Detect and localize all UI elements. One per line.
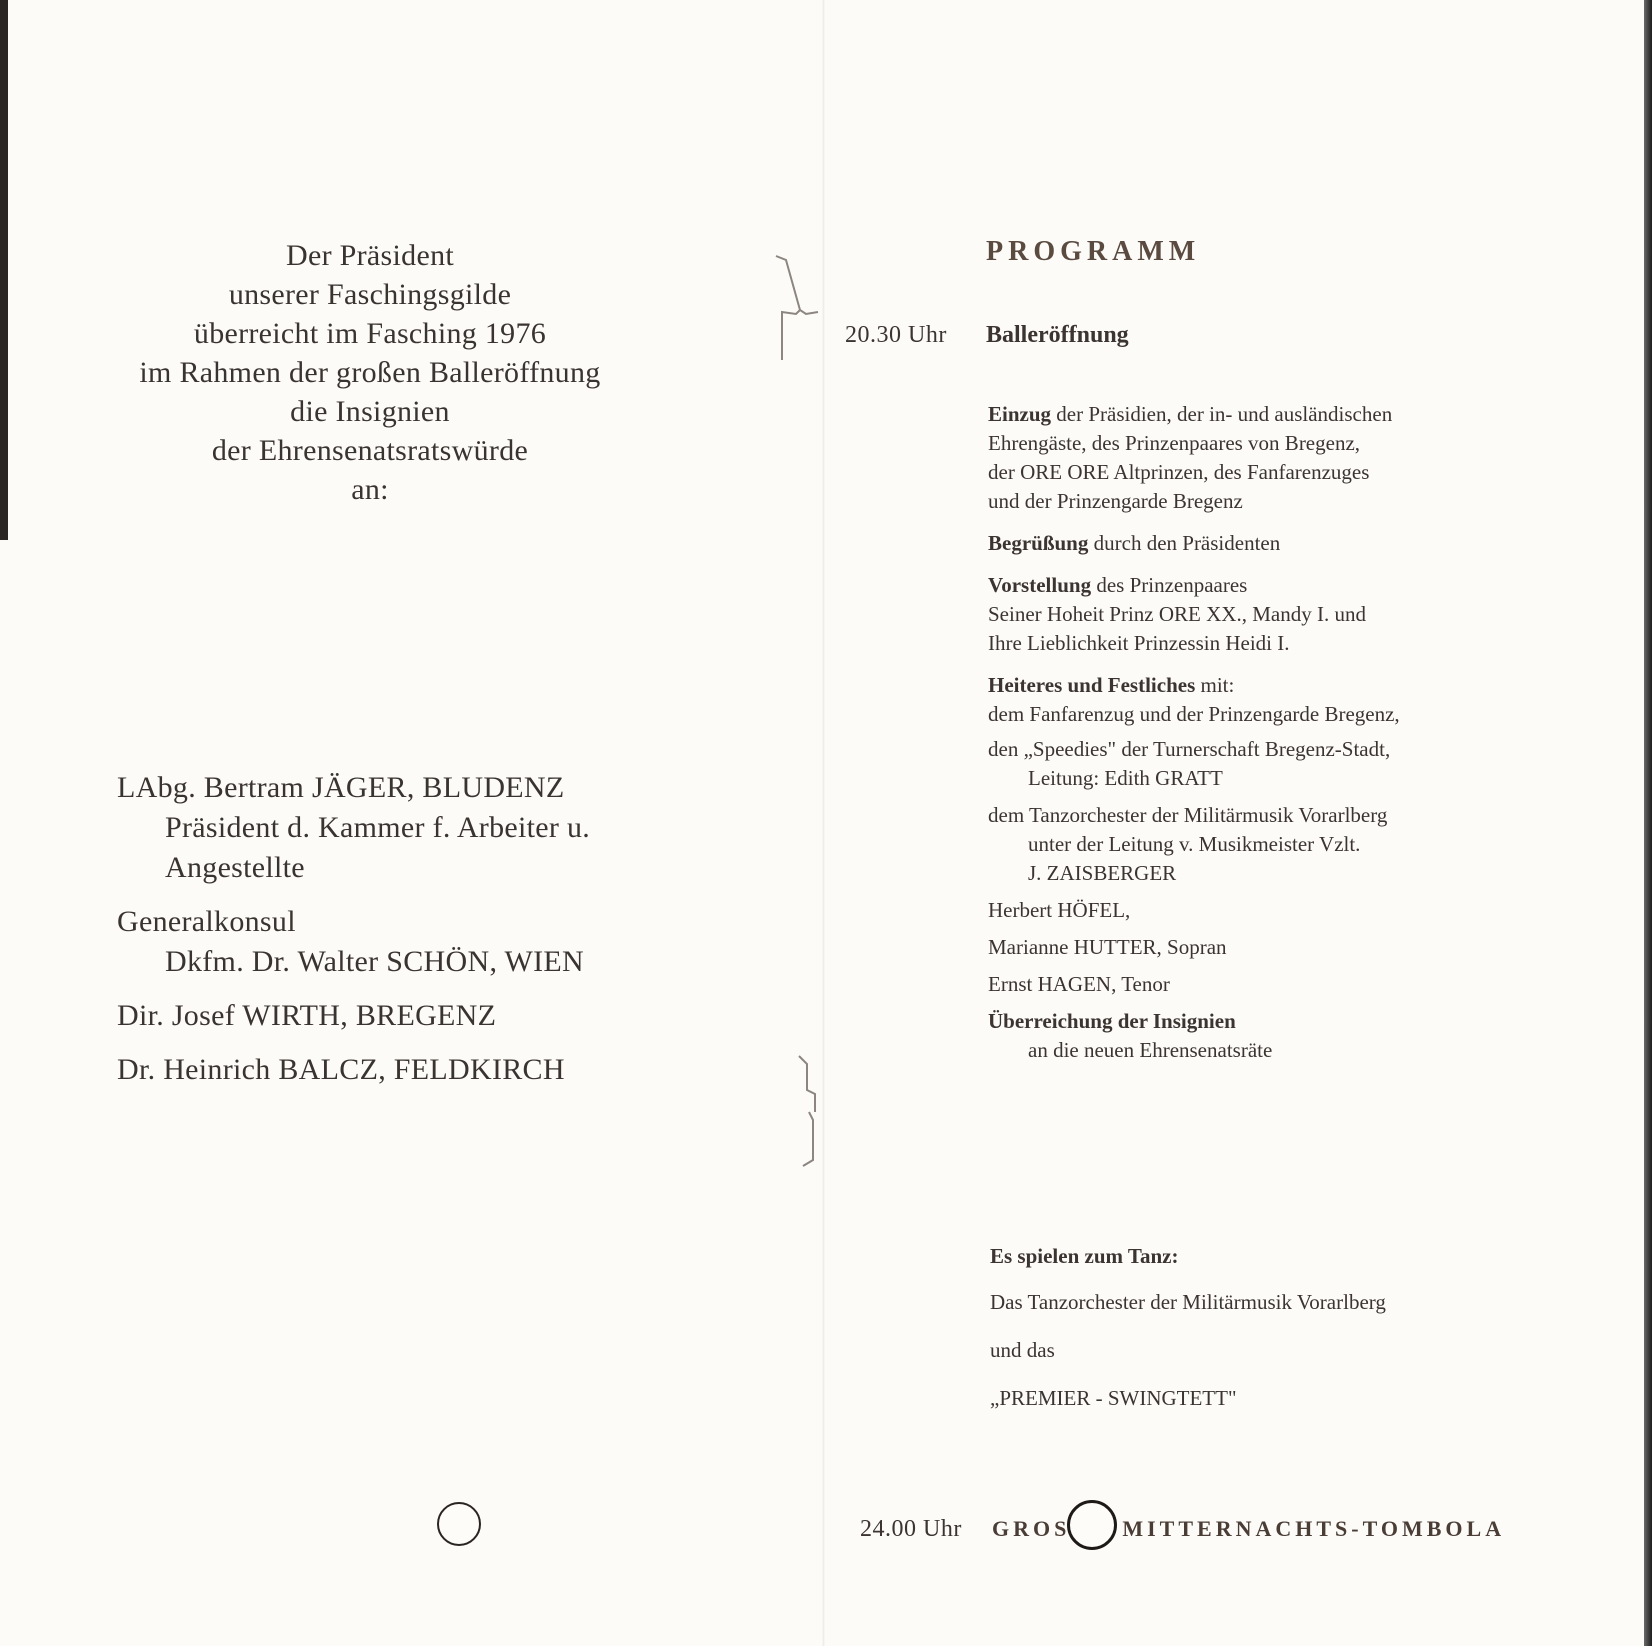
- right-shadow-edge: [1644, 0, 1652, 1646]
- closing-label-part: GROS: [992, 1516, 1071, 1541]
- soloist: Marianne HUTTER, Sopran: [988, 935, 1227, 959]
- dance-music-line: „PREMIER - SWINGTETT": [990, 1386, 1237, 1410]
- dance-music-section: [990, 1244, 1386, 1434]
- item-text: unter der Leitung v. Musikmeister Vzlt.: [1028, 832, 1361, 856]
- center-fold: [822, 0, 825, 1646]
- staple-top: [770, 250, 830, 370]
- item-text: mit:: [1195, 673, 1235, 697]
- item-heading: Begrüßung: [988, 531, 1089, 555]
- closing-label-part: MITTERNACHTS-TOMBOLA: [1122, 1516, 1506, 1541]
- program-item-speedies: [988, 735, 1478, 793]
- item-text: J. ZAISBERGER: [1028, 861, 1177, 885]
- item-heading: Vorstellung: [988, 573, 1092, 597]
- program-items: [988, 400, 1478, 1078]
- honoree-name: LAbg. Bertram JÄGER, BLUDENZ: [117, 771, 565, 804]
- opening-time: 20.30 Uhr: [845, 322, 947, 348]
- punch-hole-left: [437, 1502, 481, 1546]
- item-text: den „Speedies" der Turnerschaft Bregenz-Stadt,: [988, 737, 1391, 761]
- program-item-vorstellung: [988, 571, 1478, 658]
- item-text: des Prinzenpaares: [1091, 573, 1248, 597]
- item-text: dem Tanzorchester der Militärmusik Vorarlberg: [988, 803, 1388, 827]
- item-text: Seiner Hoheit Prinz ORE XX., Mandy I. und: [988, 602, 1366, 626]
- item-text: der ORE ORE Altprinzen, des Fanfarenzuges: [988, 460, 1370, 484]
- honoree-name: Dr. Heinrich BALCZ, FELDKIRCH: [117, 1053, 565, 1086]
- item-text: durch den Präsidenten: [1088, 531, 1281, 555]
- intro-line: der Ehrensenatsratswürde: [211, 434, 529, 467]
- intro-line: überreicht im Fasching 1976: [193, 317, 547, 350]
- item-text: Ihre Lieblichkeit Prinzessin Heidi I.: [988, 631, 1290, 655]
- program-item-heiteres: [988, 671, 1478, 729]
- honoree: [117, 1050, 677, 1090]
- staple-bottom: [795, 1050, 835, 1170]
- closing-time: 24.00 Uhr: [860, 1516, 962, 1542]
- program-item-begruessung: [988, 529, 1478, 558]
- item-text: und der Prinzengarde Bregenz: [988, 489, 1243, 513]
- dance-music-line: Das Tanzorchester der Militärmusik Vorarlberg: [990, 1290, 1386, 1314]
- item-heading: Einzug: [988, 402, 1052, 426]
- program-item-orchester: [988, 801, 1478, 888]
- item-heading: Heiteres und Festliches: [988, 673, 1196, 697]
- dance-music-line: und das: [990, 1338, 1055, 1362]
- soloist: Ernst HAGEN, Tenor: [988, 972, 1170, 996]
- honoree-title: Präsident d. Kammer f. Arbeiter u.: [165, 811, 591, 844]
- program-item-einzug: [988, 400, 1478, 516]
- intro-line: unserer Faschingsgilde: [228, 278, 512, 311]
- closing-label: [992, 1516, 1505, 1542]
- honoree-name: Dir. Josef WIRTH, BREGENZ: [117, 999, 497, 1032]
- intro-line: Der Präsident: [285, 239, 455, 272]
- honoree-title: Generalkonsul: [117, 905, 296, 938]
- dedication-text: [100, 236, 640, 509]
- intro-line: die Insignien: [290, 395, 450, 428]
- program-item-ueberreichung: [988, 1007, 1478, 1065]
- item-heading: Überreichung der Insignien: [988, 1009, 1236, 1033]
- item-text: der Präsidien, der in- und ausländischen: [1051, 402, 1393, 426]
- item-text: Ehrengäste, des Prinzenpaares von Bregenz,: [988, 431, 1361, 455]
- program-title: PROGRAMM: [986, 236, 1201, 267]
- item-text: Leitung: Edith GRATT: [1028, 766, 1223, 790]
- honoree: [117, 996, 677, 1036]
- honoree-list: [117, 768, 677, 1104]
- honoree: [117, 902, 677, 982]
- left-shadow-edge: [0, 0, 8, 540]
- honoree: [117, 768, 677, 888]
- dance-music-title: Es spielen zum Tanz:: [990, 1244, 1179, 1268]
- honoree-name: Dkfm. Dr. Walter SCHÖN, WIEN: [165, 945, 584, 978]
- soloist: Herbert HÖFEL,: [988, 898, 1131, 922]
- intro-line: im Rahmen der großen Balleröffnung: [139, 356, 601, 389]
- intro-line: an:: [351, 473, 389, 506]
- item-text: dem Fanfarenzug und der Prinzengarde Bregenz,: [988, 702, 1400, 726]
- item-text: an die neuen Ehrensenatsräte: [1028, 1038, 1273, 1062]
- honoree-title: Angestellte: [165, 851, 305, 884]
- opening-label: Balleröffnung: [986, 322, 1129, 348]
